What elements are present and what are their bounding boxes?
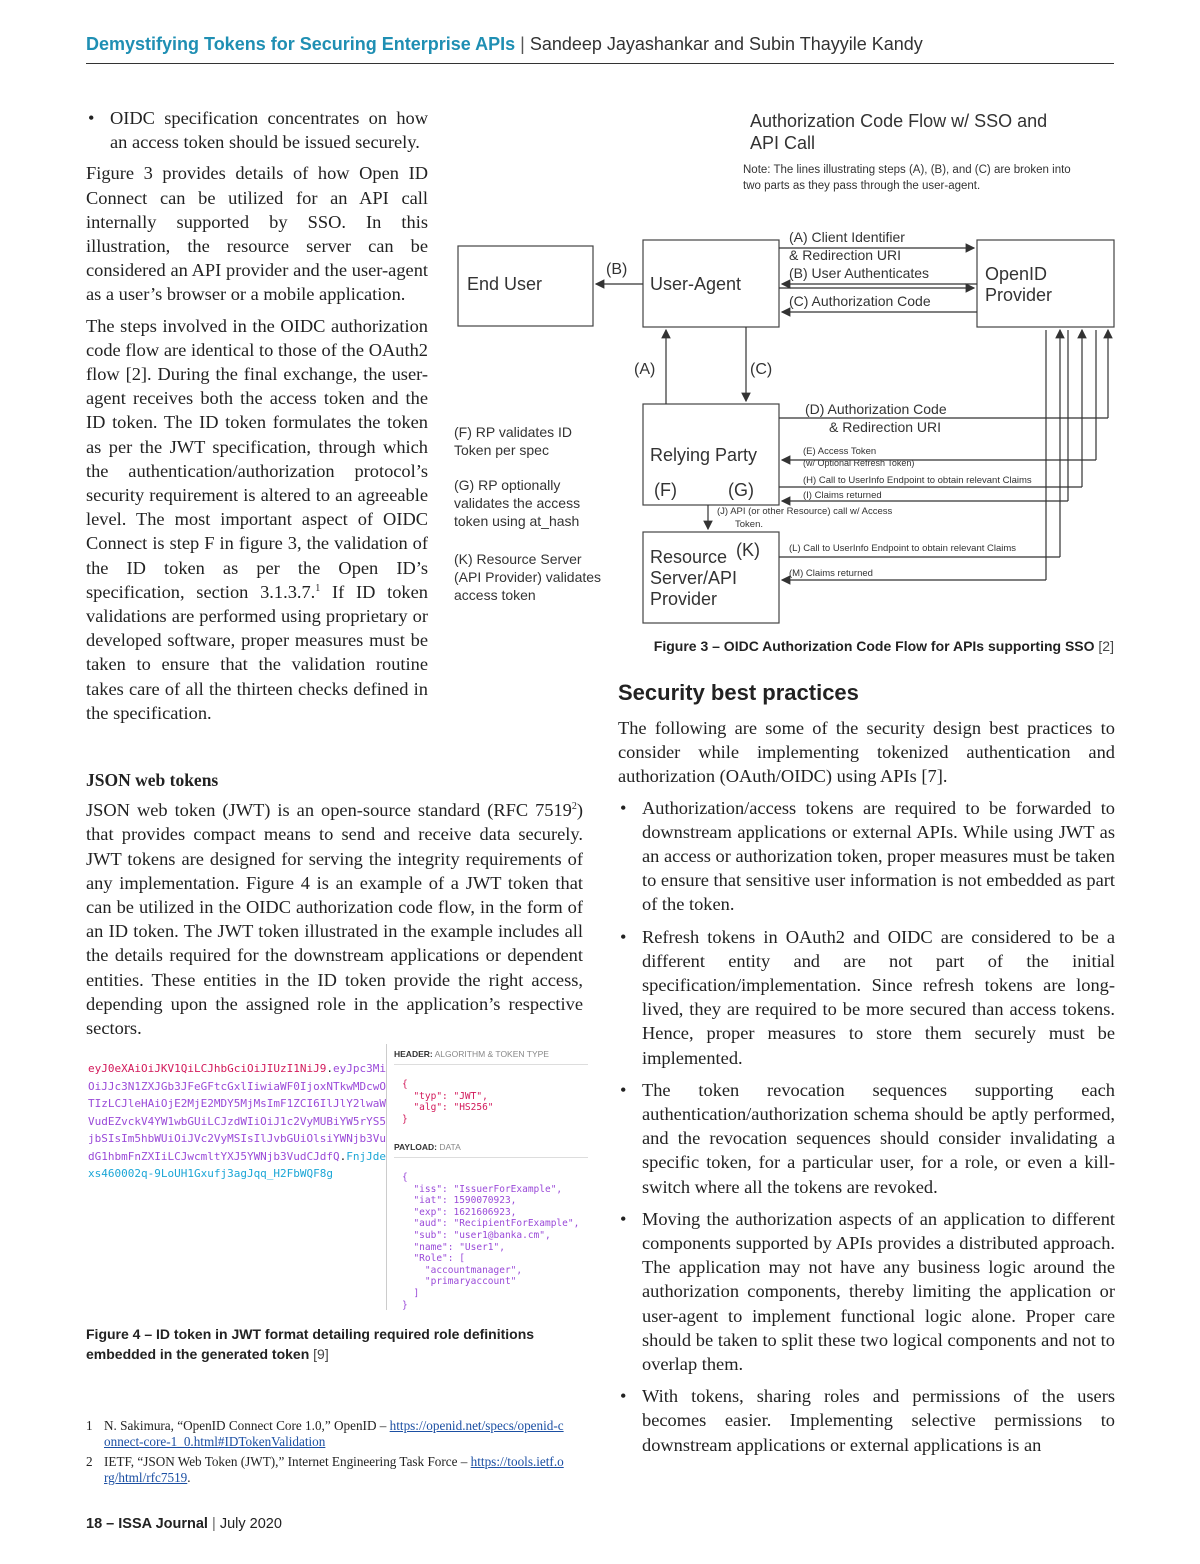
box-openid-label: Provider bbox=[985, 285, 1053, 305]
article-title: Demystifying Tokens for Securing Enterprise APIs bbox=[86, 34, 516, 54]
box-rp-f: (F) bbox=[654, 480, 677, 500]
header-label bbox=[394, 1044, 588, 1065]
box-rs-label: Server/API bbox=[650, 568, 738, 588]
left-column-top bbox=[86, 106, 428, 732]
footnote-tail: . bbox=[187, 1470, 191, 1485]
encoded-token bbox=[88, 1060, 388, 1183]
box-user-agent-label: User-Agent bbox=[650, 274, 742, 294]
list-item: • With tokens, sharing roles and permissions of the users becomes easier. Implementing selective permissions to downstream applications or external applications is an bbox=[618, 1384, 1115, 1457]
running-header bbox=[86, 34, 923, 55]
box-rp-label: Relying Party bbox=[650, 445, 758, 465]
footnote-number: 1 bbox=[86, 1418, 93, 1433]
label-a2: & Redirection URI bbox=[789, 247, 902, 263]
payload-label bbox=[394, 1137, 588, 1158]
token-header-part: eyJ0eXAiOiJKV1QiLCJhbGciOiJIUzI1NiJ9 bbox=[88, 1062, 327, 1075]
subheading: JSON web tokens bbox=[86, 770, 219, 790]
figure-3-diagram bbox=[440, 100, 1120, 630]
paragraph-text: If ID token validations are performed using proprietary or developed software, proper measures must be taken to ensure that the validation routine takes care of all the thirteen checks defined in the specification. bbox=[86, 581, 428, 723]
payload-json: { "iss": "IssuerForExample", "iat": 1590070923, "exp": 1621606923, "aud": "RecipientForExample", "sub": "user1@banka.cm", "name": "User1", "Role": [ "accountmanager", "primaryaccount" ] } bbox=[402, 1172, 580, 1311]
footnote bbox=[86, 1418, 568, 1450]
token-dot: . bbox=[339, 1149, 347, 1163]
fig3-note: two parts as they pass through the user-agent. bbox=[743, 180, 981, 192]
box-openid-label: OpenID bbox=[985, 264, 1048, 284]
label-d2: & Redirection URI bbox=[829, 419, 942, 435]
side-note-f: (F) RP validates ID bbox=[454, 424, 572, 440]
footnote bbox=[86, 1454, 568, 1486]
box-end-user-label: End User bbox=[467, 274, 543, 294]
side-note-k: access token bbox=[454, 587, 536, 603]
box-rp-g: (G) bbox=[728, 480, 754, 500]
section-heading: Security best practices bbox=[618, 680, 859, 705]
token-dot: . bbox=[326, 1062, 334, 1075]
footnote-ref[interactable]: 1 bbox=[315, 582, 321, 594]
footnote-ref[interactable]: 2 bbox=[571, 801, 577, 813]
header-label-sub: ALGORITHM & TOKEN TYPE bbox=[434, 1049, 549, 1059]
issue-date: July 2020 bbox=[219, 1516, 282, 1532]
box-rs-label: Resource bbox=[650, 547, 728, 567]
header-label-title: HEADER: bbox=[394, 1049, 433, 1059]
side-note-k: (API Provider) validates bbox=[454, 569, 602, 585]
footnote-text: IETF, “JSON Web Token (JWT),” Internet Engineering Task Force – bbox=[104, 1454, 471, 1469]
label-a1: (A) Client Identifier bbox=[789, 229, 905, 245]
label-i: (I) Claims returned bbox=[803, 490, 882, 501]
figure-4-caption bbox=[86, 1324, 556, 1364]
label-j1: (J) API (or other Resource) call w/ Access bbox=[717, 506, 893, 517]
caption-ref: [9] bbox=[313, 1346, 329, 1362]
box-rs-k: (K) bbox=[736, 540, 760, 560]
header-rule bbox=[86, 63, 1114, 64]
caption-text: Figure 3 – OIDC Authorization Code Flow for APIs supporting SSO bbox=[653, 638, 1095, 654]
payload-label-sub: DATA bbox=[439, 1142, 461, 1152]
side-note-k: (K) Resource Server bbox=[454, 551, 582, 567]
paragraph: Figure 3 provides details of how Open ID Connect can be utilized for an API call internally supported by SSO. In this illustration, the resource server can be considered an API provider and the user-agent as a user’s browser or a mobile application. bbox=[86, 163, 428, 305]
side-note-f: Token per spec bbox=[454, 442, 549, 458]
caption-text: Figure 4 – ID token in JWT format detailing required role definitions embedded in the generated token bbox=[86, 1326, 535, 1362]
paragraph-text: The steps involved in the OIDC authorization code flow are identical to those of the OAuth2 flow [2]. During the final exchange, the user-agent receives both the access token and the ID token. The ID token formulates the token as per the JWT specification, through which the authentication/authorization protocol’s security requirement is altered to an agreeable level. The most important aspect of OIDC Connect is step F in figure 3, the validation of the ID token as per the Open ID’s specification, section 3.1.3.7. bbox=[86, 315, 428, 602]
list-item: • The token revocation sequences supporting each authentication/authorization schema should be aptly performed, and the revocation sequences should consider invalidating a specific token, for a particular user, for a role, or even a kill-switch where all the tokens are revoked. bbox=[618, 1078, 1115, 1199]
footnote-link[interactable]: https://openid.net/specs/openid-connect-core-1_0.html#IDTokenValidation bbox=[104, 1418, 564, 1449]
article-authors: Sandeep Jayashankar and Subin Thayyile Kandy bbox=[529, 34, 923, 54]
footnote-link[interactable]: https://tools.ietf.org/html/rfc7519 bbox=[104, 1454, 564, 1485]
side-note-g: token using at_hash bbox=[454, 513, 580, 529]
token-signature-part: FnjJdexs460002q-9LoUH1Gxufj3agJqq_H2FbWQF8g bbox=[88, 1149, 387, 1180]
footnote-text: N. Sakimura, “OpenID Connect Core 1.0,” OpenID – bbox=[104, 1418, 390, 1433]
side-note-g: validates the access bbox=[454, 495, 581, 511]
list-item: • Moving the authorization aspects of an application to different components supported by APIs provides a distributed approach. The application may not have any business logic around the authorization components, thereby limiting the application or user-agent to implement functional logic alone. Proper care should be taken to split these two logical components and not to overlap them. bbox=[618, 1207, 1115, 1376]
header-json: { "typ": "JWT", "alg": "HS256" } bbox=[402, 1079, 494, 1125]
decoded-token bbox=[394, 1044, 588, 1311]
paragraph bbox=[86, 798, 583, 1040]
paragraph-text: JSON web token (JWT) is an open-source standard (RFC 7519 bbox=[86, 800, 572, 821]
fig3-title: API Call bbox=[750, 133, 816, 153]
side-note-g: (G) RP optionally bbox=[454, 477, 561, 493]
right-column bbox=[618, 716, 1115, 1465]
caption-ref: [2] bbox=[1098, 638, 1114, 654]
paragraph-text: ) that provides compact means to send and receive data securely. JWT tokens are designed for serving the integrity requirements of any implementation. Figure 4 is an example of a JWT token that can be utilized in the OIDC authorization code flow, in the form of an ID token. The JWT token illustrated in the example includes all the details required for the downstream applications or dependent entities. These entities in the ID token provide the right access, depending upon the assigned role in the application’s respective sectors. bbox=[86, 800, 583, 1039]
footer-separator: | bbox=[212, 1516, 216, 1532]
paragraph: The following are some of the security design best practices to consider while implementing tokenized authentication and authorization (OAuth/OIDC) using APIs [7]. bbox=[618, 718, 1115, 787]
label-l: (L) Call to UserInfo Endpoint to obtain relevant Claims bbox=[789, 543, 1017, 554]
label-m: (M) Claims returned bbox=[789, 568, 873, 579]
list-item: • Authorization/access tokens are required to be forwarded to downstream applications or external APIs. While using JWT as an access or authorization token, proper measures must be taken to ensure that sensitive user information is not embedded as part of the token. bbox=[618, 796, 1115, 917]
page-footer bbox=[86, 1516, 282, 1532]
token-payload-part: eyJpc3MiOiJJc3N1ZXJGb3JFeGFtcGxlIiwiaWF0IjoxNTkwMDcwOTIzLCJleHAiOjE2MjE2MDY5MjMsImF1ZCI6IlJlY2lwaWVudEZvckV4YW1wbGUiLCJzdWIiOiJ1c2VyMUBiYW5rYS5jbSIsIm5hbWUiOiJVc2VyMSIsIlJvbGUiOlsiYWNjb3VudG1hbmFnZXIiLCJwcmltYXJ5YWNjb3VudCJdfQ bbox=[88, 1062, 387, 1163]
header-separator: | bbox=[520, 34, 525, 54]
figure-3-caption bbox=[600, 636, 1114, 656]
label-c-code: (C) Authorization Code bbox=[789, 293, 931, 309]
label-e2: (w/ Optional Refresh Token) bbox=[803, 458, 915, 468]
footnote-number: 2 bbox=[86, 1454, 93, 1469]
box-rs-label: Provider bbox=[650, 589, 718, 609]
paragraph bbox=[86, 314, 428, 725]
fig3-note: Note: The lines illustrating steps (A), (B), and (C) are broken into bbox=[743, 164, 1071, 176]
jwt-divider bbox=[386, 1044, 387, 1310]
label-h: (H) Call to UserInfo Endpoint to obtain relevant Claims bbox=[803, 475, 1032, 486]
label-b-auth: (B) User Authenticates bbox=[789, 265, 930, 281]
label-e1: (E) Access Token bbox=[803, 446, 877, 457]
list-item: • OIDC specification concentrates on how an access token should be issued securely. bbox=[86, 106, 428, 154]
label-c-vert: (C) bbox=[750, 361, 773, 378]
footnotes bbox=[86, 1418, 568, 1490]
label-b: (B) bbox=[606, 261, 628, 278]
payload-label-title: PAYLOAD: bbox=[394, 1142, 437, 1152]
label-a-vert: (A) bbox=[634, 361, 656, 378]
label-d1: (D) Authorization Code bbox=[805, 401, 947, 417]
fig3-title: Authorization Code Flow w/ SSO and bbox=[750, 111, 1048, 131]
figure-4-jwt bbox=[84, 1044, 588, 1310]
label-j2: Token. bbox=[735, 519, 763, 530]
page-number: 18 – ISSA Journal bbox=[86, 1516, 208, 1532]
list-item: • Refresh tokens in OAuth2 and OIDC are considered to be a different entity and are not part of the initial specification/implementation. Since refresh tokens are long-lived, they are required to be more secured than access tokens. Hence, proper measures to store them securely must be implemented. bbox=[618, 925, 1115, 1070]
json-web-tokens-section bbox=[86, 758, 583, 1047]
